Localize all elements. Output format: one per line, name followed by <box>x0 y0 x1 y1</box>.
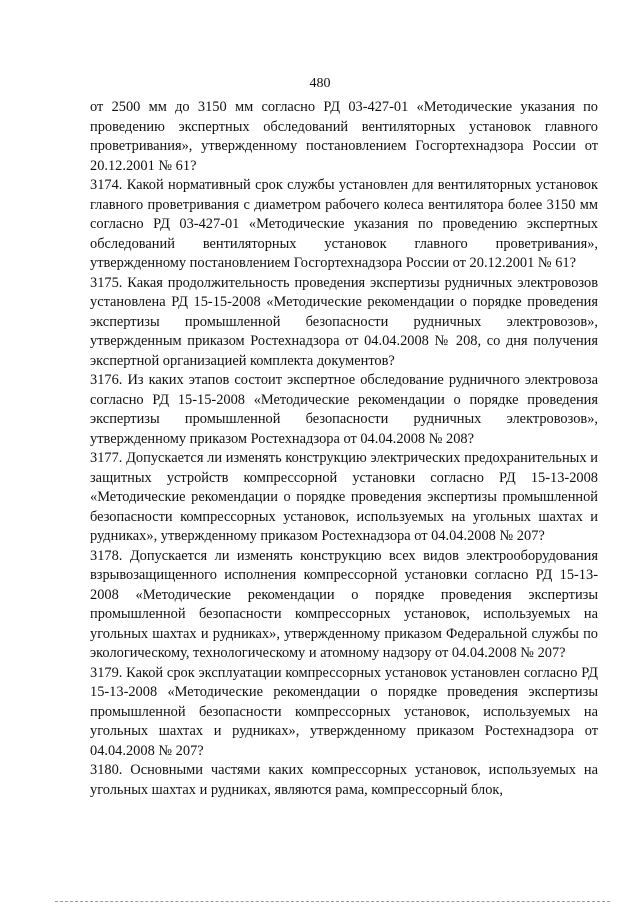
question-3177: 3177. Допускается ли изменять конструкцию электрических предохранительных и защитных устройств компрессорной установки согласно РД 15-13-2008 «Методические рекомендации о порядке проведения экспертизы промышленной безопасности компрессорных установок, используемых на угольных шахтах и рудниках», утвержденному приказом Ростехнадзора от 04.04.2008 № 207? <box>90 450 598 544</box>
question-3180: 3180. Основными частями каких компрессорных установок, используемых на угольных шахтах и рудниках, являются рама, компрессорный блок, <box>90 762 598 798</box>
paragraph-continuation: от 2500 мм до 3150 мм согласно РД 03-427-01 «Методические указания по проведению экспертных обследований вентиляторных установок главного проветривания», утвержденному постановлением Госгортехнадзора России от 20.12.2001 № 61? <box>90 99 598 174</box>
question-3176: 3176. Из каких этапов состоит экспертное обследование рудничного электровоза согласно РД 15-15-2008 «Методические рекомендации о порядке проведения экспертизы промышленной безопасности рудничных электровозов», утвержденному приказом Ростехнадзора от 04.04.2008 № 208? <box>90 372 598 447</box>
document-body <box>90 98 598 800</box>
question-3179: 3179. Какой срок эксплуатации компрессорных установок установлен согласно РД 15-13-2008 «Методические рекомендации о порядке проведения экспертизы промышленной безопасности компрессорных установок, используемых на угольных шахтах и рудниках», утвержденному приказом Ростехнадзора от 04.04.2008 № 207? <box>90 664 598 759</box>
question-3178: 3178. Допускается ли изменять конструкцию всех видов электрооборудования взрывозащищенного исполнения компрессорной установки согласно РД 15-13-2008 «Методические рекомендации о порядке проведения экспертизы промышленной безопасности компрессорных установок, используемых на угольных шахтах и рудниках», утвержденному приказом Федеральной службы по экологическому, технологическому и атомному надзору от 04.04.2008 № 207? <box>90 547 598 661</box>
question-3174: 3174. Какой нормативный срок службы установлен для вентиляторных установок главного проветривания с диаметром рабочего колеса вентилятора более 3150 мм согласно РД 03-427-01 «Методические указания по проведению экспертных обследований вентиляторных установок главного проветривания», утвержденному постановлением Госгортехнадзора России от 20.12.2001 № 61? <box>90 177 598 271</box>
page-number: 480 <box>309 76 331 91</box>
question-3175: 3175. Какая продолжительность проведения экспертизы рудничных электровозов установлена РД 15-15-2008 «Методические рекомендации о порядке проведения экспертизы промышленной безопасности рудничных электровозов», утвержденным приказом Ростехнадзора от 04.04.2008 № 208, со дня получения экспертной организацией комплекта документов? <box>90 274 598 369</box>
scan-edge-line <box>55 901 610 903</box>
